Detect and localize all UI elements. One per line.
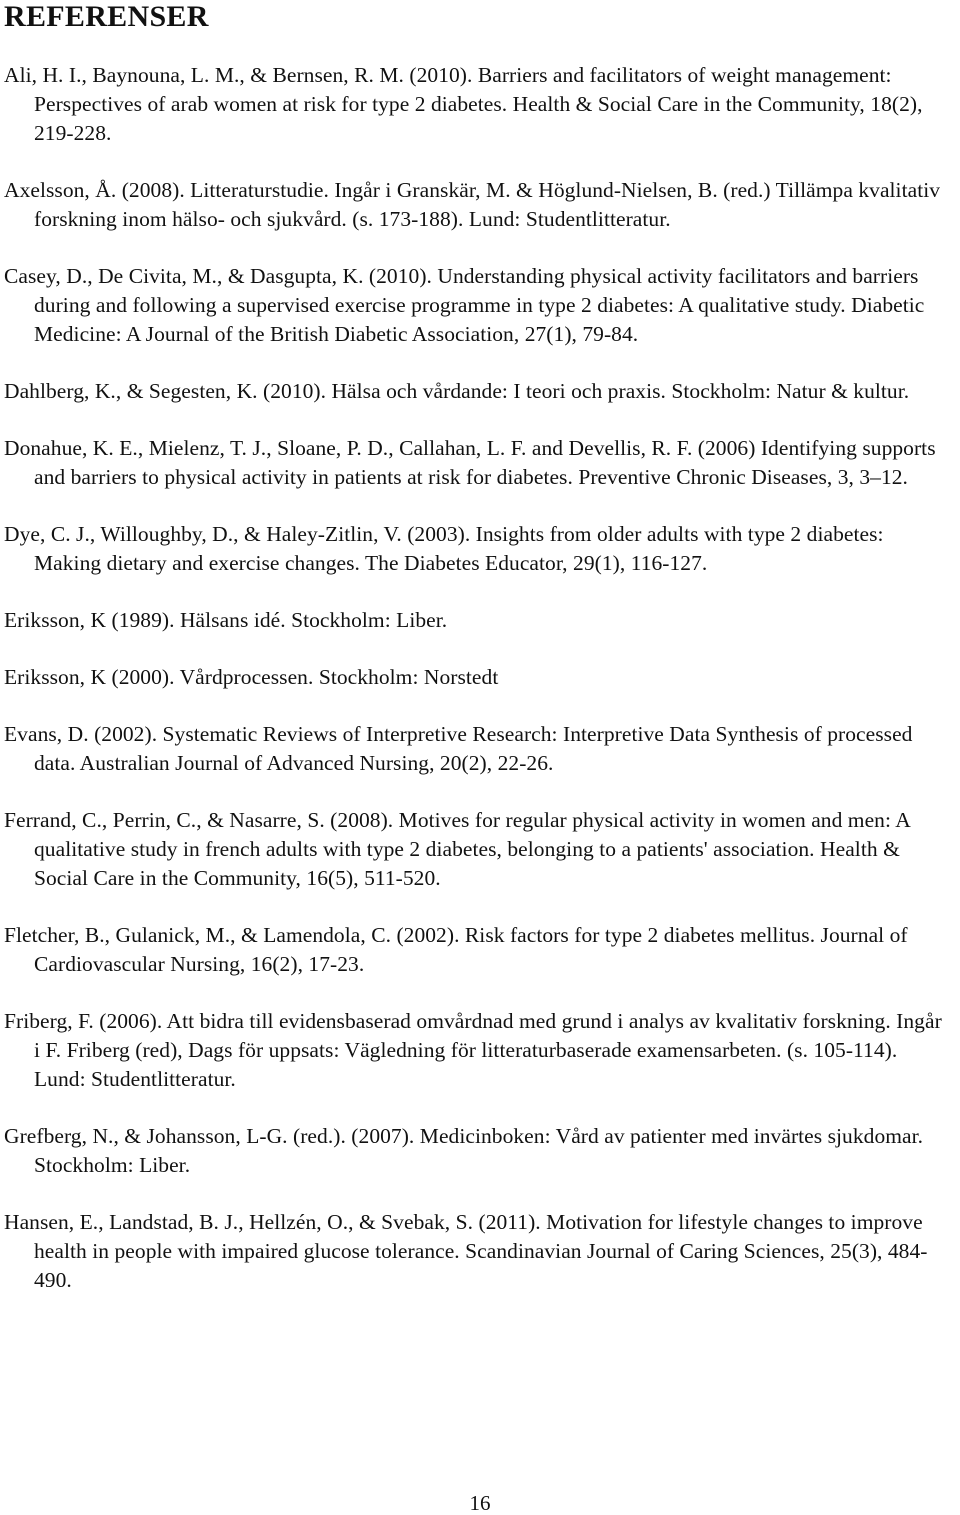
page-title: REFERENSER: [4, 0, 209, 33]
reference-entry: Dye, C. J., Willoughby, D., & Haley-Zitlin, V. (2003). Insights from older adults with type 2 diabetes: Making dietary and exercise changes. The Diabetes Educator, 29(1), 116-127.: [4, 522, 884, 575]
reference-entry: Evans, D. (2002). Systematic Reviews of Interpretive Research: Interpretive Data Synthesis of processed data. Australian Journal of Advanced Nursing, 20(2), 22-26.: [4, 722, 913, 775]
reference-entry: Eriksson, K (2000). Vårdprocessen. Stockholm: Norstedt: [4, 665, 499, 689]
reference-entry: Ali, H. I., Baynouna, L. M., & Bernsen, R. M. (2010). Barriers and facilitators of weight management: Perspectives of arab women at risk for type 2 diabetes. Health & Social Care in the Community, 18(2), 219-228.: [4, 63, 923, 145]
page-number: 16: [469, 1491, 491, 1515]
reference-entry: Hansen, E., Landstad, B. J., Hellzén, O., & Svebak, S. (2011). Motivation for lifestyle changes to improve health in people with impaired glucose tolerance. Scandinavian Journal of Caring Sciences, 25(3), 484-490.: [4, 1210, 928, 1292]
reference-entry: Dahlberg, K., & Segesten, K. (2010). Hälsa och vårdande: I teori och praxis. Stockholm: Natur & kultur.: [4, 379, 910, 403]
reference-entry: Casey, D., De Civita, M., & Dasgupta, K. (2010). Understanding physical activity facilitators and barriers during and following a supervised exercise programme in type 2 diabetes: A qualitative study. Diabetic Medicine: A Journal of the British Diabetic Association, 27(1), 79-84.: [4, 264, 925, 346]
reference-entry: Fletcher, B., Gulanick, M., & Lamendola, C. (2002). Risk factors for type 2 diabetes mellitus. Journal of Cardiovascular Nursing, 16(2), 17-23.: [4, 923, 908, 976]
reference-entry: Grefberg, N., & Johansson, L-G. (red.). (2007). Medicinboken: Vård av patienter med invärtes sjukdomar. Stockholm: Liber.: [4, 1124, 924, 1177]
reference-entry: Donahue, K. E., Mielenz, T. J., Sloane, P. D., Callahan, L. F. and Devellis, R. F. (2006) Identifying supports and barriers to physical activity in patients at risk for diabetes. Preventive Chronic Diseases, 3, 3–12.: [4, 436, 936, 489]
reference-entry: Friberg, F. (2006). Att bidra till evidensbaserad omvårdnad med grund i analys av kvalitativ forskning. Ingår i F. Friberg (red), Dags för uppsats: Vägledning för litteraturbaserade examensarbeten. (s. 105-114). Lund: Studentlitteratur.: [4, 1009, 942, 1091]
reference-entry: Eriksson, K (1989). Hälsans idé. Stockholm: Liber.: [4, 608, 448, 632]
reference-list: [4, 61, 949, 1323]
reference-entry: Ferrand, C., Perrin, C., & Nasarre, S. (2008). Motives for regular physical activity in women and men: A qualitative study in french adults with type 2 diabetes, belonging to a patients' association. Health & Social Care in the Community, 16(5), 511-520.: [4, 808, 910, 890]
reference-entry: Axelsson, Å. (2008). Litteraturstudie. Ingår i Granskär, M. & Höglund-Nielsen, B. (red.) Tillämpa kvalitativ forskning inom hälso- och sjukvård. (s. 173-188). Lund: Studentlitteratur.: [4, 178, 941, 231]
